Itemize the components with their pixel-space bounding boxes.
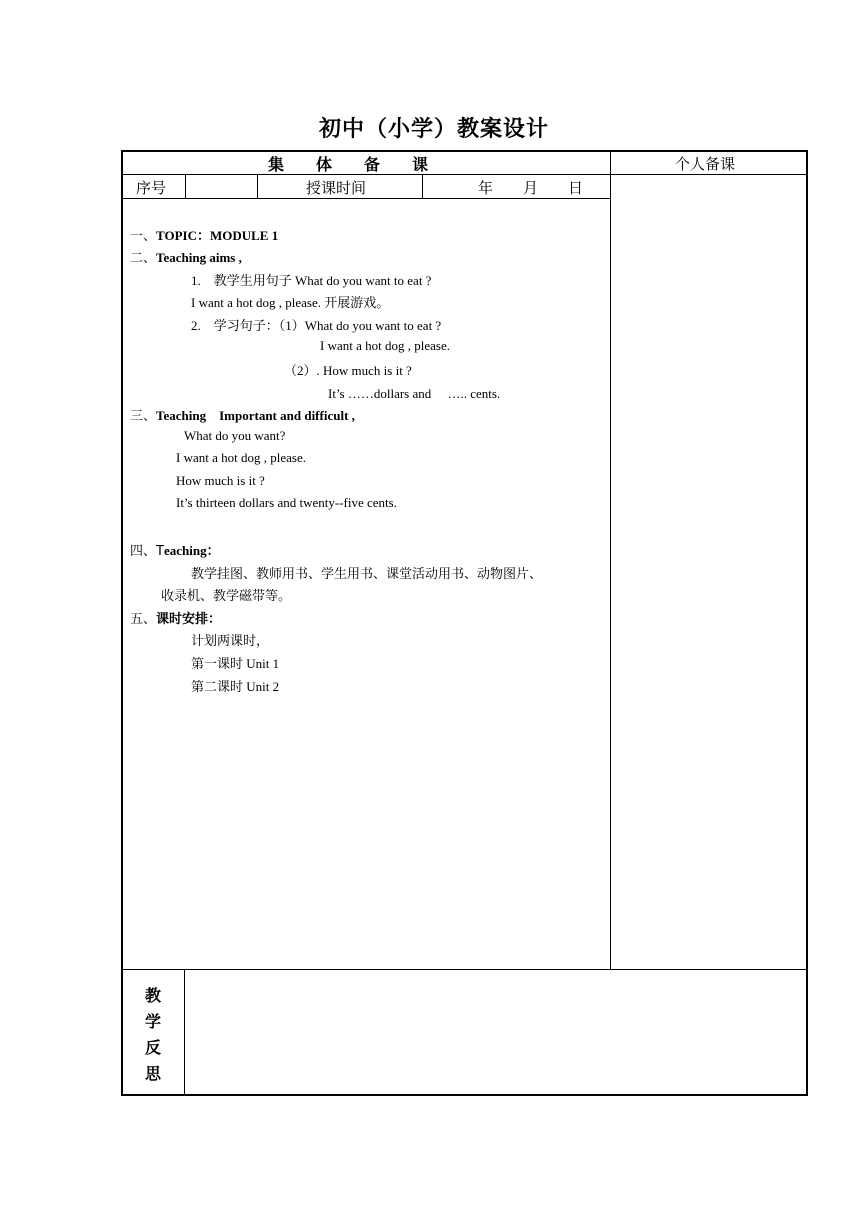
personal-column-divider <box>610 151 611 969</box>
aim-1: 1. 教学生用句子 What do you want to eat ? <box>191 273 432 288</box>
aim-2-answer: I want a hot dog , please. <box>320 338 450 353</box>
section-important <box>130 405 355 424</box>
reflection-char: 学 <box>144 1012 161 1031</box>
serial-label: 序号 <box>136 179 167 197</box>
info-divider-1 <box>185 175 186 198</box>
section-teaching-tools <box>130 540 220 559</box>
important-line-3: How much is it ? <box>176 473 265 488</box>
aim-2-answer-2: It’s ……dollars and ….. cents. <box>328 386 501 401</box>
section-number: 五、 <box>130 612 157 627</box>
important-line-1: What do you want? <box>184 428 286 443</box>
lesson-time-label: 授课时间 <box>306 179 367 197</box>
aim-2-question-2: （2）. How much is it ? <box>284 363 412 378</box>
reflection-char: 反 <box>144 1038 161 1057</box>
section-aims <box>130 247 242 266</box>
important-heading: Teaching Important and difficult , <box>156 408 355 423</box>
info-divider-3 <box>422 175 423 198</box>
aim-2: 2. 学习句子：（1）What do you want to eat ? <box>191 318 442 333</box>
important-line-2: I want a hot dog , please. <box>176 450 306 465</box>
tools-line-1: 教学挂图、教师用书、学生用书、课堂活动用书、动物图片、 <box>191 567 543 582</box>
collective-prep-header: 集 体 备 课 <box>268 155 429 174</box>
page-title: 初中（小学）教案设计 <box>318 117 549 142</box>
plan-line-2: 第一课时 Unit 1 <box>191 656 280 671</box>
section-number: 二、 <box>130 251 157 266</box>
reflection-char: 思 <box>144 1064 161 1083</box>
section-number: 三、 <box>130 409 157 424</box>
lesson-date: 年 月 日 <box>478 179 584 197</box>
header-divider <box>122 174 807 175</box>
reflection-label <box>122 983 184 1087</box>
plan-line-1: 计划两课时， <box>191 634 270 649</box>
section-topic <box>130 225 278 244</box>
teaching-heading: eaching： <box>163 543 220 558</box>
topic-text: TOPIC：MODULE 1 <box>156 228 279 243</box>
info-divider-2 <box>257 175 258 198</box>
aims-heading: Teaching aims , <box>156 250 242 265</box>
important-line-4: It’s thirteen dollars and twenty--five cents. <box>176 495 397 510</box>
aim-1-continued: I want a hot dog , please. 开展游戏。 <box>191 295 390 310</box>
schedule-heading: 课时安排： <box>156 612 222 627</box>
section-number: 四、T <box>130 544 164 559</box>
reflection-label-divider <box>184 970 185 1095</box>
reflection-char: 教 <box>144 986 161 1005</box>
plan-line-3: 第二课时 Unit 2 <box>191 679 280 694</box>
personal-prep-header: 个人备课 <box>675 155 736 173</box>
info-row-divider <box>122 198 611 199</box>
tools-line-2: 收录机、教学磁带等。 <box>161 589 292 604</box>
section-number: 一、 <box>130 229 157 244</box>
section-schedule <box>130 608 221 627</box>
reflection-divider <box>122 969 807 970</box>
